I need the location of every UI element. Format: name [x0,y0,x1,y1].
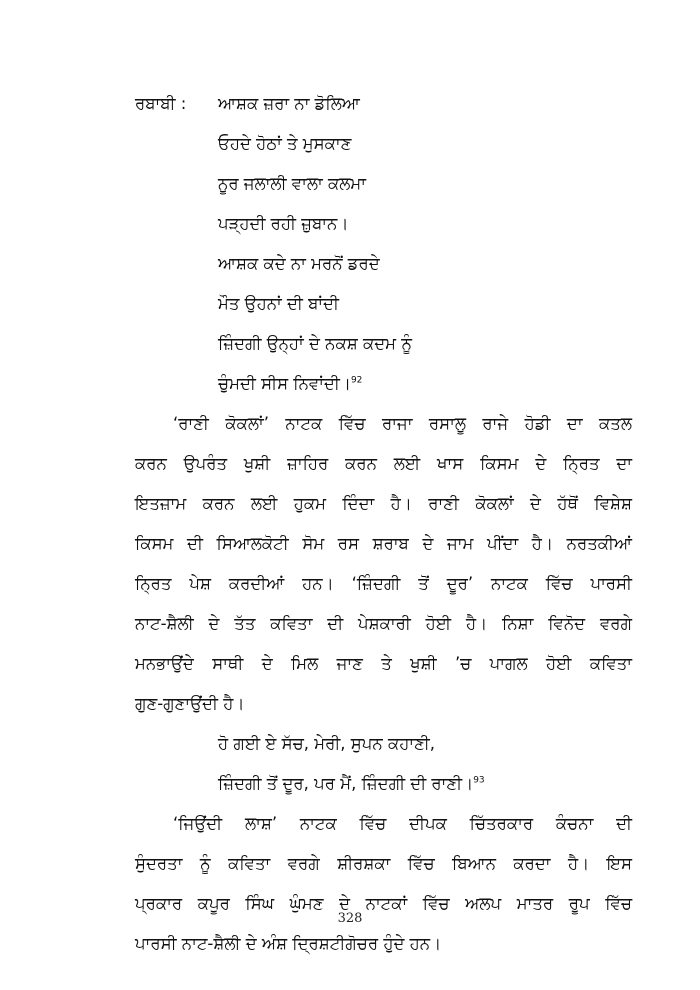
paragraph-line: ‘ਜਿਉਂਦੀ ਲਾਸ਼’ ਨਾਟਕ ਵਿੱਚ ਦੀਪਕ ਚਿੱਤਰਕਾਰ ਕੰਚਨਾ ਦੀ [173,814,632,833]
verse1-line: ਓਹਦੇ ਹੋਠਾਂ ਤੇ ਮੁਸਕਾਣ [218,134,352,153]
speaker-label: ਰਬਾਬੀ : [135,94,187,113]
footnote-ref-92: 92 [350,375,363,386]
paragraph-line: ‘ਰਾਣੀ ਕੋਕਲਾਂ’ ਨਾਟਕ ਵਿੱਚ ਰਾਜਾ ਰਸਾਲੂ ਰਾਜੇ ਹੋਡੀ ਦਾ ਕਤਲ [173,414,632,433]
verse2-last-line-text: ਜ਼ਿੰਦਗੀ ਤੋਂ ਦੂਰ, ਪਰ ਮੈਂ, ਜ਼ਿੰਦਗੀ ਦੀ ਰਾਣੀ। [218,774,474,793]
paragraph-line: ਮਨਭਾਉਂਦੇ ਸਾਥੀ ਦੇ ਮਿਲ ਜਾਣ ਤੇ ਖੁਸ਼ੀ ’ਚ ਪਾਗਲ ਹੋਈ ਕਵਿਤਾ [135,654,632,673]
paragraph-line: ਨ੍ਰਿਤ ਪੇਸ਼ ਕਰਦੀਆਂ ਹਨ। ‘ਜ਼ਿੰਦਗੀ ਤੋਂ ਦੂਰ’ ਨਾਟਕ ਵਿੱਚ ਪਾਰਸੀ [135,574,632,593]
page-number: 328 [337,911,363,926]
verse1-line: ਜ਼ਿੰਦਗੀ ਉਨ੍ਹਾਂ ਦੇ ਨਕਸ਼ ਕਦਮ ਨੂੰ [218,334,412,353]
paragraph-line: ਪਾਰਸੀ ਨਾਟ-ਸ਼ੈਲੀ ਦੇ ਅੰਸ਼ ਦ੍ਰਿਸ਼ਟੀਗੋਚਰ ਹੁੰਦੇ ਹਨ। [135,934,442,953]
paragraph-line: ਗੁਣ-ਗੁਣਾਉਂਦੀ ਹੈ। [135,694,245,713]
verse1-line: ਪੜ੍ਹਦੀ ਰਹੀ ਜ਼ੁਬਾਨ। [218,214,349,233]
verse1-last-line-text: ਚੁੰਮਦੀ ਸੀਸ ਨਿਵਾਂਦੀ। [218,374,351,393]
verse2-line: ਹੋ ਗਈ ਏ ਸੱਚ, ਮੇਰੀ, ਸੁਪਨ ਕਹਾਣੀ, [218,734,436,753]
paragraph-line: ਇਤਜ਼ਾਮ ਕਰਨ ਲਈ ਹੁਕਮ ਦਿੰਦਾ ਹੈ। ਰਾਣੀ ਕੋਕਲਾਂ ਦੇ ਹੱਥੋਂ ਵਿਸ਼ੇਸ਼ [135,494,632,513]
paragraph-line: ਨਾਟ-ਸ਼ੈਲੀ ਦੇ ਤੱਤ ਕਵਿਤਾ ਦੀ ਪੇਸ਼ਕਾਰੀ ਹੋਈ ਹੈ। ਨਿਸ਼ਾ ਵਿਨੋਦ ਵਰਗੇ [135,614,632,633]
verse1-line: ਮੌਤ ਉਹਨਾਂ ਦੀ ਬਾਂਦੀ [218,294,339,313]
verse2-last-line [218,774,485,794]
verse1-line: ਆਸ਼ਕ ਜ਼ਰਾ ਨਾ ਡੋਲਿਆ [218,94,360,113]
verse1-line: ਨੂਰ ਜਲਾਲੀ ਵਾਲਾ ਕਲਮਾ [218,174,366,193]
verse1-line: ਆਸ਼ਕ ਕਦੇ ਨਾ ਮਰਨੋਂ ਡਰਦੇ [218,254,380,273]
paragraph-line: ਕਿਸਮ ਦੀ ਸਿਆਲਕੋਟੀ ਸੋਮ ਰਸ ਸ਼ਰਾਬ ਦੇ ਜਾਮ ਪੀਂਦਾ ਹੈ। ਨਰਤਕੀਆਂ [135,534,632,553]
paragraph-line: ਸੁੰਦਰਤਾ ਨੂੰ ਕਵਿਤਾ ਵਰਗੇ ਸ਼ੀਰਸ਼ਕਾ ਵਿੱਚ ਬਿਆਨ ਕਰਦਾ ਹੈ। ਇਸ [135,854,632,873]
paragraph-line: ਕਰਨ ਉਪਰੰਤ ਖੁਸ਼ੀ ਜ਼ਾਹਿਰ ਕਰਨ ਲਈ ਖਾਸ ਕਿਸਮ ਦੇ ਨ੍ਰਿਤ ਦਾ [135,454,632,473]
verse1-last-line [218,374,362,394]
footnote-ref-93: 93 [473,775,485,786]
paragraph-line: ਪ੍ਰਕਾਰ ਕਪੂਰ ਸਿੰਘ ਘੁੰਮਣ ਦੇ ਨਾਟਕਾਂ ਵਿੱਚ ਅਲਪ ਮਾਤਰ ਰੂਪ ਵਿੱਚ [135,894,632,913]
